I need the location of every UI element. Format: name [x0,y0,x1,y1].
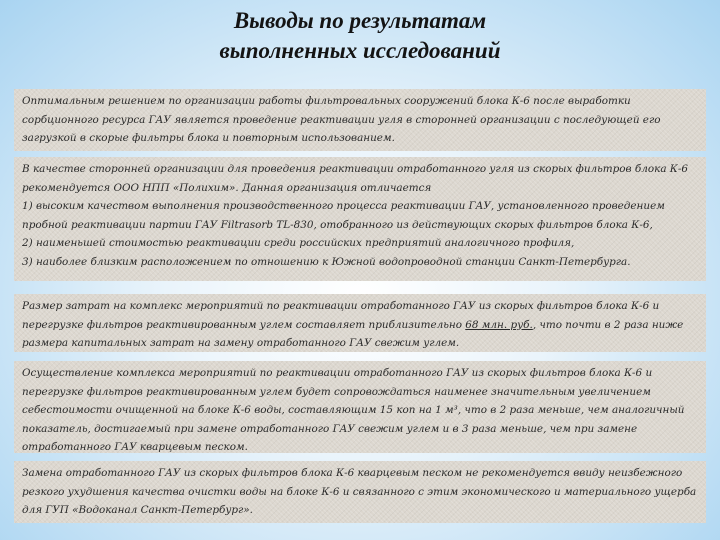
conclusion-text-before: Размер затрат на комплекс мероприятий по реактивации отработанного ГАУ из скорых фильтров блока К-6 и перегрузке фильтров реактивированным углем составляет приблизительно [22,300,660,331]
cost-highlight: 68 млн. руб. [465,318,533,331]
conclusion-line: В качестве сторонней организации для проведения реактивации отработанного угля из скорых фильтров блока К-6 рекомендуется ООО НПП «Полихим». Данная организация отличается [22,163,688,194]
conclusion-text-after: , что почти в 2 раза ниже размера капитальных затрат на замену отработанного ГАУ свежим углем. [22,318,684,350]
conclusion-block-2 [14,157,706,281]
slide-title [0,6,720,66]
conclusion-line: 2) наименьшей стоимостью реактивации среди российских предприятий аналогичного профиля, [22,237,575,250]
conclusion-text: Замена отработанного ГАУ из скорых фильтров блока К-6 кварцевым песком не рекомендуется ввиду неизбежного резкого ухудшения качества очистки воды на блоке К-6 и связанного с этим экономического и материального ущерба для ГУП «Водоканал Санкт-Петербург». [22,467,697,517]
conclusion-text: Осуществление комплекса мероприятий по реактивации отработанного ГАУ из скорых фильтров блока К-6 и перегрузке фильтров реактивированным углем будет сопровождаться наименее значительным увеличением себестоимости очищенной на блоке К-6 воды, составляющим 15 коп на 1 м³, что в 2 раза меньше, чем аналогичный показатель, достигаемый при замене отработанного ГАУ свежим углем и в 3 раза меньше, чем при замене отработанного ГАУ кварцевым песком. [22,367,685,454]
conclusion-block-4 [14,361,706,453]
conclusion-line: 3) наиболее близким расположением по отношению к Южной водопроводной станции Санкт-Петербурга. [22,255,631,268]
conclusion-block-1 [14,89,706,151]
slide-title-line-2: выполненных исследований [219,38,501,63]
conclusion-text: Оптимальным решением по организации работы фильтровальных сооружений блока К-6 после выработки сорбционного ресурса ГАУ является проведение реактивации угля в сторонней организации с последующей его загрузкой в скорые фильтры блока и повторным использованием. [22,95,661,145]
conclusion-line: 1) высоким качеством выполнения производственного процесса реактивации ГАУ, установленного проведением пробной реактивации партии ГАУ Filtrasorb TL-830, отобранного из действующих скорых фильтров блока К-6, [22,200,665,231]
slide-title-line-1: Выводы по результатам [233,8,487,33]
conclusion-block-3 [14,294,706,352]
conclusion-text [22,297,698,353]
conclusion-block-5 [14,461,706,523]
